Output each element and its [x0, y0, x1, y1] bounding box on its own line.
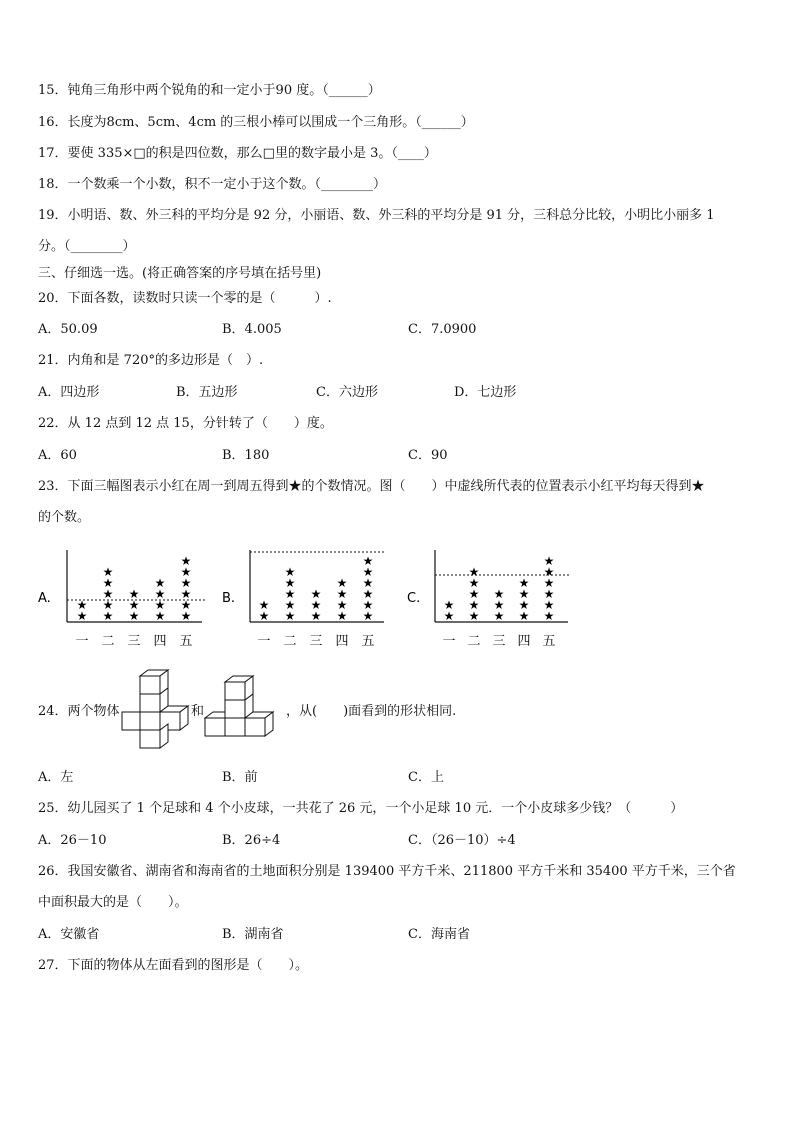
- star-icon: ★: [362, 565, 374, 579]
- star-icon: ★: [154, 598, 166, 612]
- q23-text-line1: 23．下面三幅图表示小红在周一到周五得到★的个数情况。图（ ）中虚线所代表的位置表示小红平均每天得到★: [38, 479, 705, 494]
- star-icon: ★: [258, 598, 270, 612]
- star-icon: ★: [284, 576, 296, 590]
- star-icon: ★: [310, 587, 322, 601]
- q26-option-b: B．湖南省: [222, 927, 284, 942]
- star-icon: ★: [443, 609, 455, 623]
- day-label: 二: [101, 634, 115, 649]
- star-icon: ★: [543, 576, 555, 590]
- star-icon: ★: [154, 609, 166, 623]
- q25-option-c: C．（26－10）÷4: [408, 833, 516, 848]
- star-icon: ★: [128, 598, 140, 612]
- star-icon: ★: [468, 587, 480, 601]
- q22-option-c: C．90: [408, 448, 448, 463]
- q25-text: 25．幼儿园买了 1 个足球和 4 个小皮球，一共花了 26 元，一个小足球 10 元．一个小皮球多少钱？（ ）: [38, 801, 684, 816]
- q23-chart-b-label: B.: [222, 591, 236, 606]
- day-label: 一: [442, 634, 456, 649]
- star-icon: ★: [102, 598, 114, 612]
- q23-chart-b-day-labels: [257, 634, 374, 649]
- section3-heading: 三、仔细选一选。(将正确答案的序号填在括号里): [38, 266, 322, 281]
- q22-option-a: A．60: [38, 448, 77, 463]
- q19-text-line1: 19．小明语、数、外三科的平均分是 92 分，小丽语、数、外三科的平均分是 91 分，三科总分比较，小明比小丽多 1: [38, 208, 715, 223]
- q18-text: 18．一个数乘一个小数，积不一定小于这个数。（________）: [38, 177, 387, 192]
- q20-option-a: A．50.09: [38, 322, 98, 337]
- star-icon: ★: [336, 576, 348, 590]
- q20-option-c: C．7.0900: [408, 322, 477, 337]
- star-icon: ★: [180, 565, 192, 579]
- day-label: 二: [283, 634, 297, 649]
- day-label: 四: [153, 634, 167, 649]
- q26-option-a: A．安徽省: [38, 927, 100, 942]
- star-icon: ★: [362, 554, 374, 568]
- star-icon: ★: [362, 576, 374, 590]
- q24-cube-object-1: [120, 668, 194, 754]
- q21-option-d: D．七边形: [454, 385, 517, 400]
- star-icon: ★: [180, 587, 192, 601]
- star-icon: ★: [362, 598, 374, 612]
- star-icon: ★: [493, 587, 505, 601]
- q25-option-a: A．26－10: [38, 833, 107, 848]
- star-icon: ★: [284, 565, 296, 579]
- star-icon: ★: [543, 587, 555, 601]
- star-icon: ★: [310, 609, 322, 623]
- q23-chart-b: [222, 550, 386, 649]
- day-label: 五: [542, 634, 556, 649]
- star-icon: ★: [128, 587, 140, 601]
- star-icon: ★: [102, 576, 114, 590]
- q23-text-line2: 的个数。: [38, 510, 91, 525]
- q23-chart-a: [38, 550, 205, 649]
- q20-option-b: B．4.005: [222, 322, 282, 337]
- q23-chart-b-stars: [259, 554, 374, 623]
- star-icon: ★: [180, 576, 192, 590]
- star-icon: ★: [180, 609, 192, 623]
- day-label: 四: [335, 634, 349, 649]
- day-label: 四: [517, 634, 531, 649]
- q24-and-text: 和: [191, 704, 205, 719]
- star-icon: ★: [154, 587, 166, 601]
- star-icon: ★: [443, 598, 455, 612]
- star-icon: ★: [154, 576, 166, 590]
- star-icon: ★: [493, 598, 505, 612]
- star-icon: ★: [258, 609, 270, 623]
- star-icon: ★: [102, 609, 114, 623]
- star-icon: ★: [468, 598, 480, 612]
- q23-chart-c-label: C.: [407, 591, 421, 606]
- q24-option-c: C．上: [408, 770, 444, 785]
- star-icon: ★: [518, 576, 530, 590]
- day-label: 一: [75, 634, 89, 649]
- star-icon: ★: [518, 598, 530, 612]
- star-icon: ★: [468, 565, 480, 579]
- q24-option-a: A．左: [38, 770, 74, 785]
- star-icon: ★: [336, 587, 348, 601]
- star-icon: ★: [128, 609, 140, 623]
- star-icon: ★: [518, 609, 530, 623]
- q24-cube-object-2: [203, 672, 289, 750]
- day-label: 五: [179, 634, 193, 649]
- q21-text: 21．内角和是 720°的多边形是（ ）.: [38, 353, 264, 368]
- q24-option-b: B．前: [222, 770, 258, 785]
- star-icon: ★: [310, 598, 322, 612]
- q23-chart-c-day-labels: [442, 634, 555, 649]
- star-icon: ★: [284, 598, 296, 612]
- star-icon: ★: [543, 598, 555, 612]
- star-icon: ★: [180, 554, 192, 568]
- q17-text: 17．要使 335×□的积是四位数，那么□里的数字最小是 3。（____）: [38, 146, 437, 161]
- star-icon: ★: [362, 609, 374, 623]
- q15-text: 15．钝角三角形中两个锐角的和一定小于90 度。（______）: [38, 83, 381, 98]
- q21-option-c: C．六边形: [316, 385, 378, 400]
- q23-chart-c-stars: [444, 554, 555, 623]
- q19-text-line2: 分。（________）: [38, 239, 136, 254]
- q26-text-line2: 中面积最大的是（ ）。: [38, 895, 188, 910]
- q21-option-b: B．五边形: [176, 385, 238, 400]
- day-label: 三: [492, 634, 506, 649]
- day-label: 二: [467, 634, 481, 649]
- star-icon: ★: [518, 587, 530, 601]
- star-icon: ★: [468, 609, 480, 623]
- day-label: 三: [309, 634, 323, 649]
- day-label: 一: [257, 634, 271, 649]
- q23-chart-a-label: A.: [38, 591, 51, 606]
- q23-star-charts: [30, 542, 590, 654]
- star-icon: ★: [543, 554, 555, 568]
- q27-text: 27．下面的物体从左面看到的图形是（ ）。: [38, 958, 309, 973]
- star-icon: ★: [543, 565, 555, 579]
- star-icon: ★: [336, 598, 348, 612]
- q24-text-prefix: 24．两个物体: [38, 704, 120, 719]
- star-icon: ★: [362, 587, 374, 601]
- q22-text: 22．从 12 点到 12 点 15，分针转了（ ）度。: [38, 416, 333, 431]
- q25-option-b: B．26÷4: [222, 833, 281, 848]
- star-icon: ★: [543, 609, 555, 623]
- star-icon: ★: [284, 587, 296, 601]
- star-icon: ★: [102, 565, 114, 579]
- star-icon: ★: [336, 609, 348, 623]
- star-icon: ★: [76, 609, 88, 623]
- q23-chart-a-day-labels: [75, 634, 192, 649]
- q23-chart-a-stars: [77, 554, 192, 623]
- q16-text: 16．长度为8cm、5cm、4cm 的三根小棒可以围成一个三角形。（______）: [38, 115, 474, 130]
- star-icon: ★: [493, 609, 505, 623]
- star-icon: ★: [180, 598, 192, 612]
- q26-option-c: C．海南省: [408, 927, 470, 942]
- q26-text-line1: 26．我国安徽省、湖南省和海南省的土地面积分别是 139400 平方千米、211800 平方千米和 35400 平方千米，三个省: [38, 864, 736, 879]
- star-icon: ★: [102, 587, 114, 601]
- q24-text-suffix: ，从( )面看到的形状相同.: [286, 704, 457, 719]
- q22-option-b: B．180: [222, 448, 270, 463]
- star-icon: ★: [468, 576, 480, 590]
- day-label: 五: [361, 634, 375, 649]
- day-label: 三: [127, 634, 141, 649]
- star-icon: ★: [76, 598, 88, 612]
- q21-option-a: A．四边形: [38, 385, 100, 400]
- q23-chart-c: [407, 550, 570, 649]
- q20-text: 20．下面各数，读数时只读一个零的是（ ）.: [38, 291, 332, 306]
- star-icon: ★: [284, 609, 296, 623]
